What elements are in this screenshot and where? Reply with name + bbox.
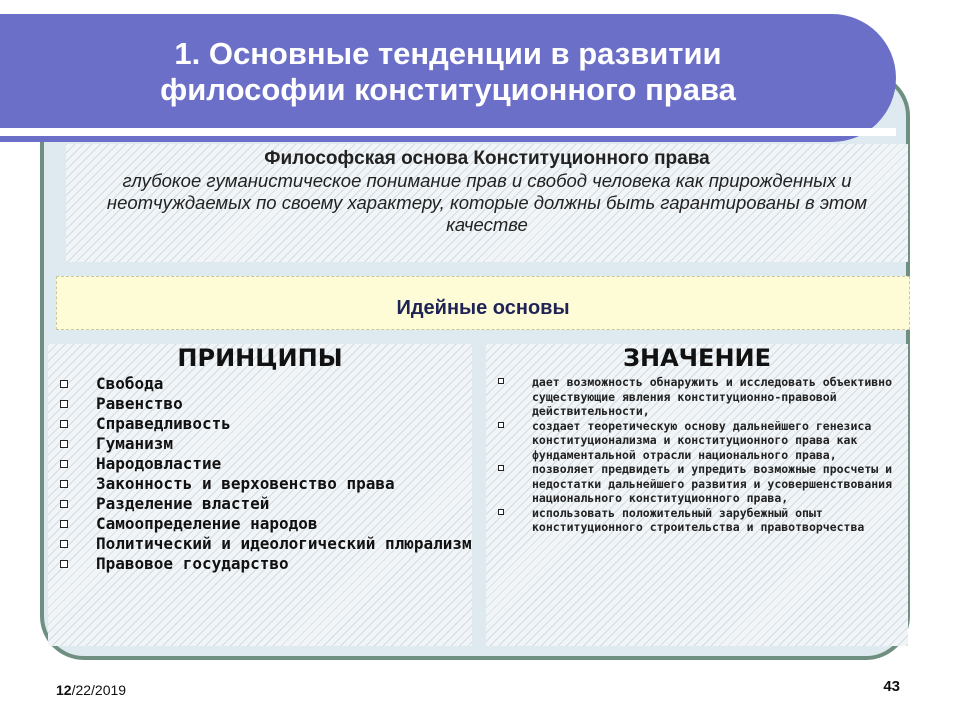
principles-panel (48, 344, 472, 646)
list-item: Самоопределение народов (58, 514, 472, 534)
slide-title-line-2: философии конституционного права (160, 72, 736, 107)
principles-list (58, 374, 472, 574)
list-item: Политический и идеологический плюрализм (58, 534, 472, 554)
checkbox-bullet-icon (60, 520, 68, 528)
title-bar (0, 14, 896, 142)
checkbox-bullet-icon (60, 480, 68, 488)
checkbox-bullet-icon (498, 509, 504, 515)
ideas-label: Идейные основы (396, 297, 570, 319)
checkbox-bullet-icon (60, 540, 68, 548)
title-underline (0, 128, 896, 136)
meaning-panel (486, 344, 908, 646)
ideas-box (56, 276, 910, 330)
checkbox-bullet-icon (498, 465, 504, 471)
slide-title-line-1: 1. Основные тенденции в развитии (174, 36, 722, 71)
footer-date: 12/22/2019 (56, 682, 127, 698)
checkbox-bullet-icon (60, 420, 68, 428)
list-item: Народовластие (58, 454, 472, 474)
list-item: позволяет предвидеть и упредить возможные просчеты и недостатки дальнейшего развития и усовершенствования национального конституционного права, (494, 462, 904, 506)
basis-heading: Философская основа Конституционного права (264, 148, 710, 169)
list-item: дает возможность обнаружить и исследовать объективно существующие явления конституционно-правовой действительности, (494, 375, 904, 419)
checkbox-bullet-icon (60, 400, 68, 408)
principles-heading: ПРИНЦИПЫ (177, 344, 343, 372)
checkbox-bullet-icon (498, 422, 504, 428)
checkbox-bullet-icon (60, 380, 68, 388)
list-item: Равенство (58, 394, 472, 414)
checkbox-bullet-icon (498, 378, 504, 384)
meaning-heading: ЗНАЧЕНИЕ (622, 344, 772, 372)
list-item: Законность и верховенство права (58, 474, 472, 494)
list-item: Гуманизм (58, 434, 472, 454)
page-number: 43 (883, 678, 900, 695)
basis-body: глубокое гуманистическое понимание прав и свобод человека как прирожденных и неотчуждаемых по своему характеру, которые должны быть гарантированы в этом качестве (106, 170, 868, 235)
checkbox-bullet-icon (60, 460, 68, 468)
meaning-list (494, 375, 904, 535)
list-item: Справедливость (58, 414, 472, 434)
list-item: создает теоретическую основу дальнейшего генезиса конституционализма и конституционного права как фундаментальной отрасли национального права, (494, 419, 904, 463)
list-item: использовать положительный зарубежный опыт конституционного строительства и правотворчества (494, 506, 904, 535)
list-item: Свобода (58, 374, 472, 394)
checkbox-bullet-icon (60, 500, 68, 508)
checkbox-bullet-icon (60, 560, 68, 568)
checkbox-bullet-icon (60, 440, 68, 448)
philosophical-basis-box (66, 144, 908, 262)
list-item: Разделение властей (58, 494, 472, 514)
list-item: Правовое государство (58, 554, 472, 574)
